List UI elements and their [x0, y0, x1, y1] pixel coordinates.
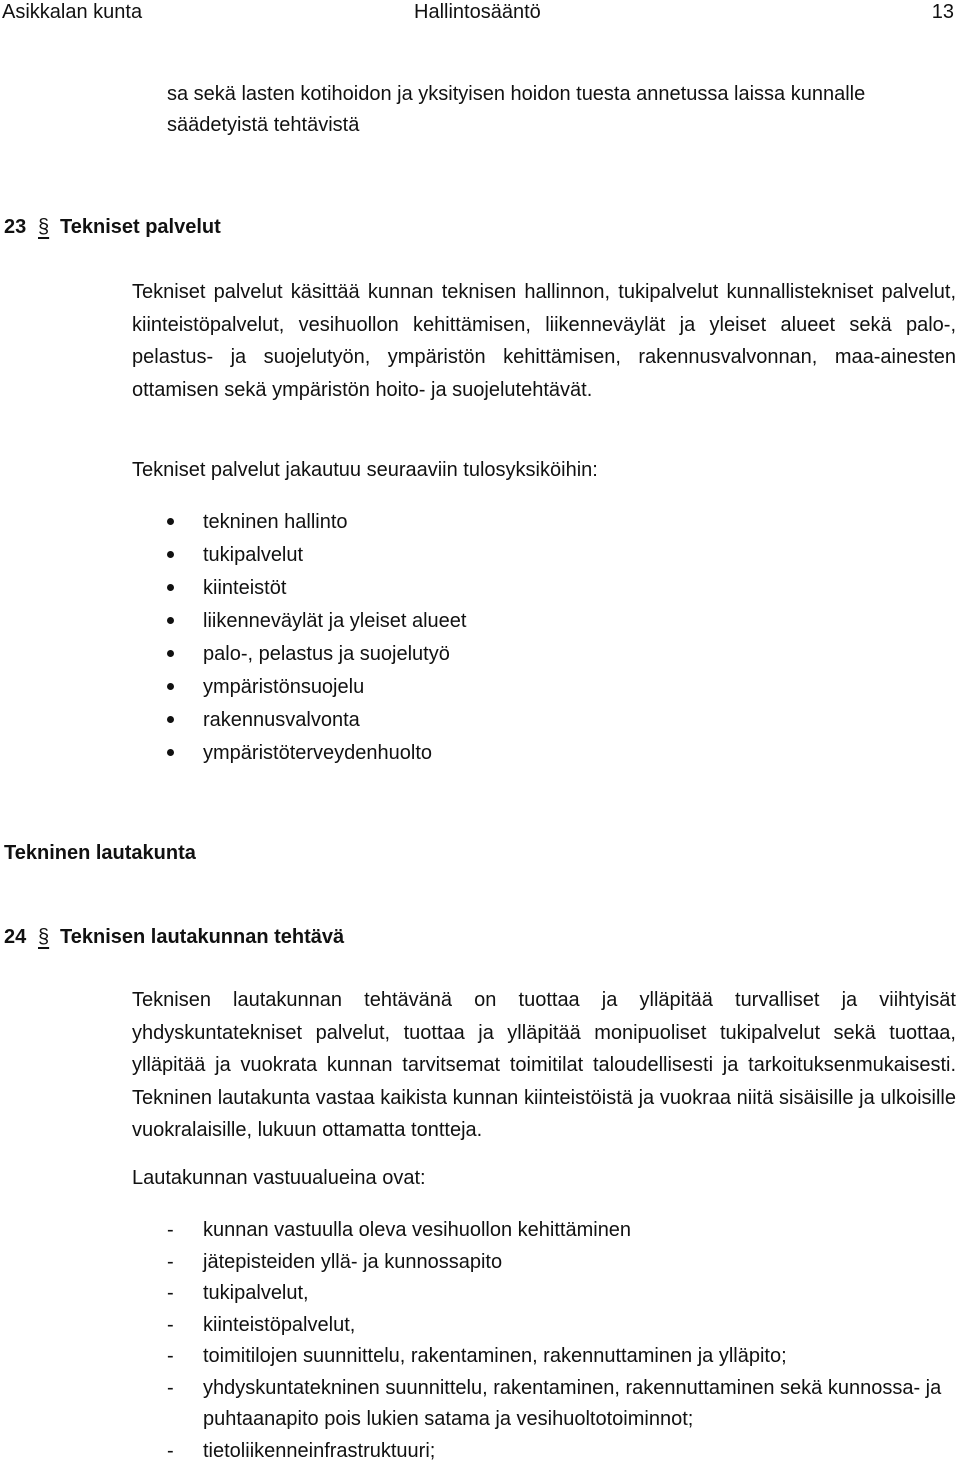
dash-marker: - — [167, 1247, 174, 1279]
section-23-sign: § — [38, 216, 49, 239]
bullet-icon — [167, 551, 174, 558]
dash-marker: - — [167, 1341, 174, 1373]
list-item: - tukipalvelut, — [167, 1278, 960, 1310]
section-24-title: Teknisen lautakunnan tehtävä — [60, 926, 344, 949]
header-municipality: Asikkalan kunta — [2, 1, 142, 24]
chapter-title: Tekninen lautakunta — [4, 842, 196, 865]
section-23-number: 23 — [4, 216, 26, 239]
bullet-icon — [167, 584, 174, 591]
intro-continuation: sa sekä lasten kotihoidon ja yksityisen hoidon tuesta annetussa laissa kunnalle säädetyistä tehtävistä — [167, 79, 927, 141]
section-24-number: 24 — [4, 926, 26, 949]
list-item: ympäristönsuojelu — [163, 671, 467, 704]
bullet-icon — [167, 650, 174, 657]
list-item: - kiinteistöpalvelut, — [167, 1310, 960, 1342]
list-item: liikenneväylät ja yleiset alueet — [163, 605, 467, 638]
section-24-list-intro: Lautakunnan vastuualueina ovat: — [132, 1162, 956, 1195]
bullet-icon — [167, 683, 174, 690]
dash-marker: - — [167, 1215, 174, 1247]
bullet-icon — [167, 617, 174, 624]
list-item: ympäristöterveydenhuolto — [163, 737, 467, 770]
section-24-paragraph: Teknisen lautakunnan tehtävänä on tuottaa ja ylläpitää turvalliset ja viihtyisät yhdyskuntatekniset palvelut, tuottaa ja ylläpitää monipuoliset tukipalvelut sekä tuottaa, ylläpitää ja vuokrata kunnan tarvitsemat toimitilat taloudellisesti ja tarkoituksenmukaisesti. Tekninen lautakunta vastaa kaikista kunnan kiinteistöistä ja vuokraa niitä sisäisille ja ulkoisille vuokralaisille, lukuun ottamatta tontteja. — [132, 984, 956, 1147]
page-header — [0, 0, 960, 24]
list-item: - jätepisteiden yllä- ja kunnossapito — [167, 1247, 960, 1279]
responsibility-list — [167, 1215, 960, 1467]
list-item: kiinteistöt — [163, 572, 467, 605]
unit-list — [163, 506, 467, 770]
dash-marker: - — [167, 1310, 174, 1342]
bullet-icon — [167, 716, 174, 723]
list-item: rakennusvalvonta — [163, 704, 467, 737]
list-item: - tietoliikenneinfrastruktuuri; — [167, 1436, 960, 1467]
section-23-title: Tekniset palvelut — [60, 216, 221, 239]
dash-marker: - — [167, 1436, 174, 1467]
section-24-sign: § — [38, 926, 49, 949]
header-document-title: Hallintosääntö — [414, 1, 541, 24]
bullet-icon — [167, 518, 174, 525]
section-23-paragraph: Tekniset palvelut käsittää kunnan teknisen hallinnon, tukipalvelut kunnallistekniset palvelut, kiinteistöpalvelut, vesihuollon kehittämisen, liikenneväylät ja yleiset alueet sekä palo-, pelastus- ja suojelutyön, ympäristön kehittämisen, rakennusvalvonnan, maa-ainesten ottamisen sekä ympäristön hoito- ja suojelutehtävät. — [132, 276, 956, 406]
section-24-heading — [4, 926, 904, 954]
list-item: tekninen hallinto — [163, 506, 467, 539]
section-23-heading — [4, 216, 904, 244]
bullet-icon — [167, 749, 174, 756]
list-item: - toimitilojen suunnittelu, rakentaminen, rakennuttaminen ja ylläpito; — [167, 1341, 960, 1373]
dash-marker: - — [167, 1373, 174, 1405]
list-item: tukipalvelut — [163, 539, 467, 572]
list-item: palo-, pelastus ja suojelutyö — [163, 638, 467, 671]
list-item: - kunnan vastuulla oleva vesihuollon kehittäminen — [167, 1215, 960, 1247]
section-23-list-intro: Tekniset palvelut jakautuu seuraaviin tulosyksiköihin: — [132, 454, 956, 487]
dash-marker: - — [167, 1278, 174, 1310]
header-page-number: 13 — [932, 1, 954, 24]
list-item: - yhdyskuntatekninen suunnittelu, rakentaminen, rakennuttaminen sekä kunnossa- ja puhtaanapito pois lukien satama ja vesihuoltotoiminnot; — [167, 1373, 960, 1436]
